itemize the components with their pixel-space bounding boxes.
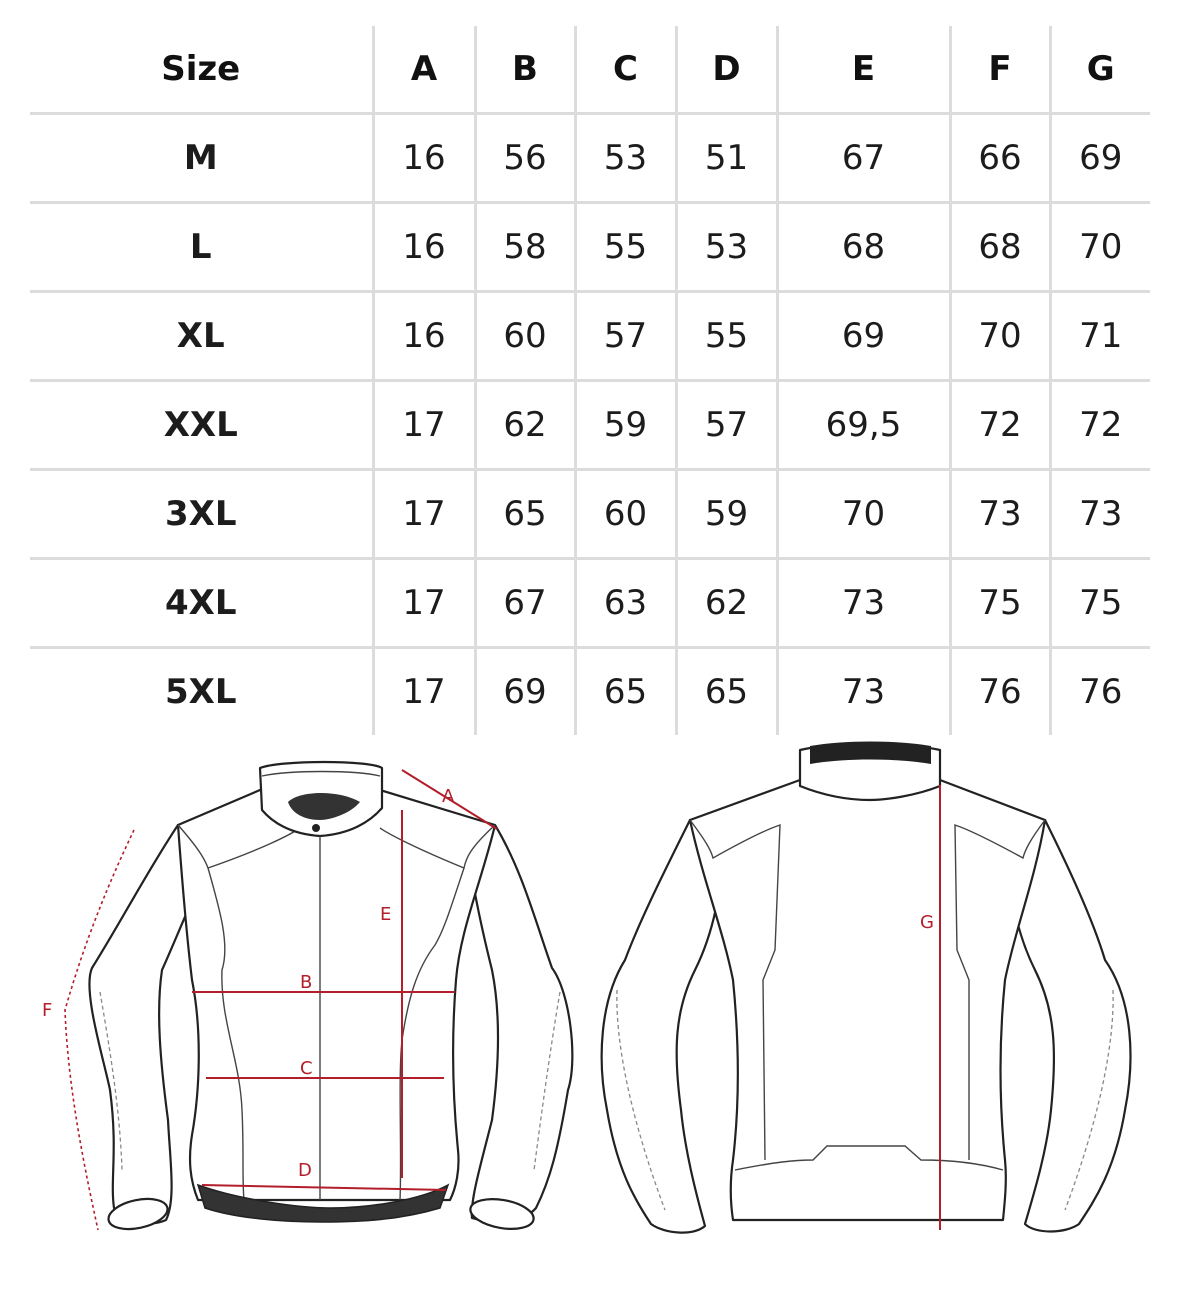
value-cell: 57 — [575, 292, 676, 381]
jacket-diagrams — [0, 730, 1179, 1290]
column-header-f: F — [950, 26, 1050, 114]
value-cell: 68 — [950, 203, 1050, 292]
value-cell: 60 — [475, 292, 575, 381]
column-header-g: G — [1086, 49, 1115, 89]
value-cell: 65 — [475, 470, 575, 559]
table-row — [30, 381, 1150, 470]
value-cell: 53 — [676, 203, 777, 292]
size-cell: 3XL — [30, 470, 373, 559]
value-cell: 69,5 — [777, 381, 950, 470]
value-cell: 65 — [575, 648, 676, 736]
size-cell: XL — [30, 292, 373, 381]
column-header-a: A — [373, 26, 475, 114]
table-row — [30, 114, 1150, 203]
value-cell: 66 — [950, 114, 1050, 203]
value-cell: 53 — [575, 114, 676, 203]
measure-label-g: G — [920, 912, 934, 933]
column-header-d: D — [676, 26, 777, 114]
table-row — [30, 648, 1150, 736]
measure-label-f: F — [42, 1000, 53, 1021]
measure-label-c: C — [300, 1058, 313, 1079]
measure-label-a: A — [442, 786, 455, 807]
size-cell: 5XL — [30, 648, 373, 736]
value-cell: 69 — [475, 648, 575, 736]
value-cell: 17 — [373, 381, 475, 470]
value-cell: 65 — [676, 648, 777, 736]
value-cell: 71 — [1079, 316, 1123, 356]
value-cell: 17 — [373, 648, 475, 736]
value-cell: 69 — [777, 292, 950, 381]
size-chart-table — [30, 26, 1150, 735]
value-cell: 68 — [777, 203, 950, 292]
value-cell: 16 — [373, 114, 475, 203]
value-cell: 58 — [475, 203, 575, 292]
size-cell: L — [30, 203, 373, 292]
value-cell: 75 — [1079, 583, 1123, 623]
table-row — [30, 292, 1150, 381]
value-cell: 76 — [950, 648, 1050, 736]
value-cell: 70 — [1079, 227, 1123, 267]
value-cell: 51 — [676, 114, 777, 203]
column-header-c: C — [575, 26, 676, 114]
value-cell: 67 — [777, 114, 950, 203]
value-cell: 70 — [777, 470, 950, 559]
column-header-b: B — [475, 26, 575, 114]
value-cell: 73 — [777, 648, 950, 736]
value-cell: 75 — [950, 559, 1050, 648]
value-cell: 55 — [676, 292, 777, 381]
value-cell: 69 — [1079, 138, 1123, 178]
value-cell: 16 — [373, 203, 475, 292]
value-cell: 57 — [676, 381, 777, 470]
jacket-front-diagram — [30, 730, 590, 1270]
value-cell: 17 — [373, 559, 475, 648]
value-cell: 63 — [575, 559, 676, 648]
value-cell: 16 — [373, 292, 475, 381]
value-cell: 60 — [575, 470, 676, 559]
value-cell: 59 — [575, 381, 676, 470]
measure-label-e: E — [380, 904, 392, 925]
value-cell: 70 — [950, 292, 1050, 381]
value-cell: 59 — [676, 470, 777, 559]
value-cell: 62 — [475, 381, 575, 470]
value-cell: 73 — [1079, 494, 1123, 534]
value-cell: 73 — [777, 559, 950, 648]
value-cell: 73 — [950, 470, 1050, 559]
table-row — [30, 203, 1150, 292]
value-cell: 72 — [950, 381, 1050, 470]
size-cell: M — [30, 114, 373, 203]
value-cell: 67 — [475, 559, 575, 648]
value-cell: 72 — [1079, 405, 1123, 445]
value-cell: 76 — [1079, 672, 1123, 712]
value-cell: 62 — [676, 559, 777, 648]
header-row — [30, 26, 1150, 114]
size-cell: XXL — [30, 381, 373, 470]
jacket-back-diagram — [595, 730, 1155, 1270]
table-row — [30, 470, 1150, 559]
measure-label-d: D — [298, 1160, 312, 1181]
value-cell: 17 — [373, 470, 475, 559]
column-header-size: Size — [30, 26, 373, 114]
value-cell: 56 — [475, 114, 575, 203]
table-row — [30, 559, 1150, 648]
value-cell: 55 — [575, 203, 676, 292]
size-cell: 4XL — [30, 559, 373, 648]
measure-label-b: B — [300, 972, 313, 993]
column-header-e: E — [777, 26, 950, 114]
